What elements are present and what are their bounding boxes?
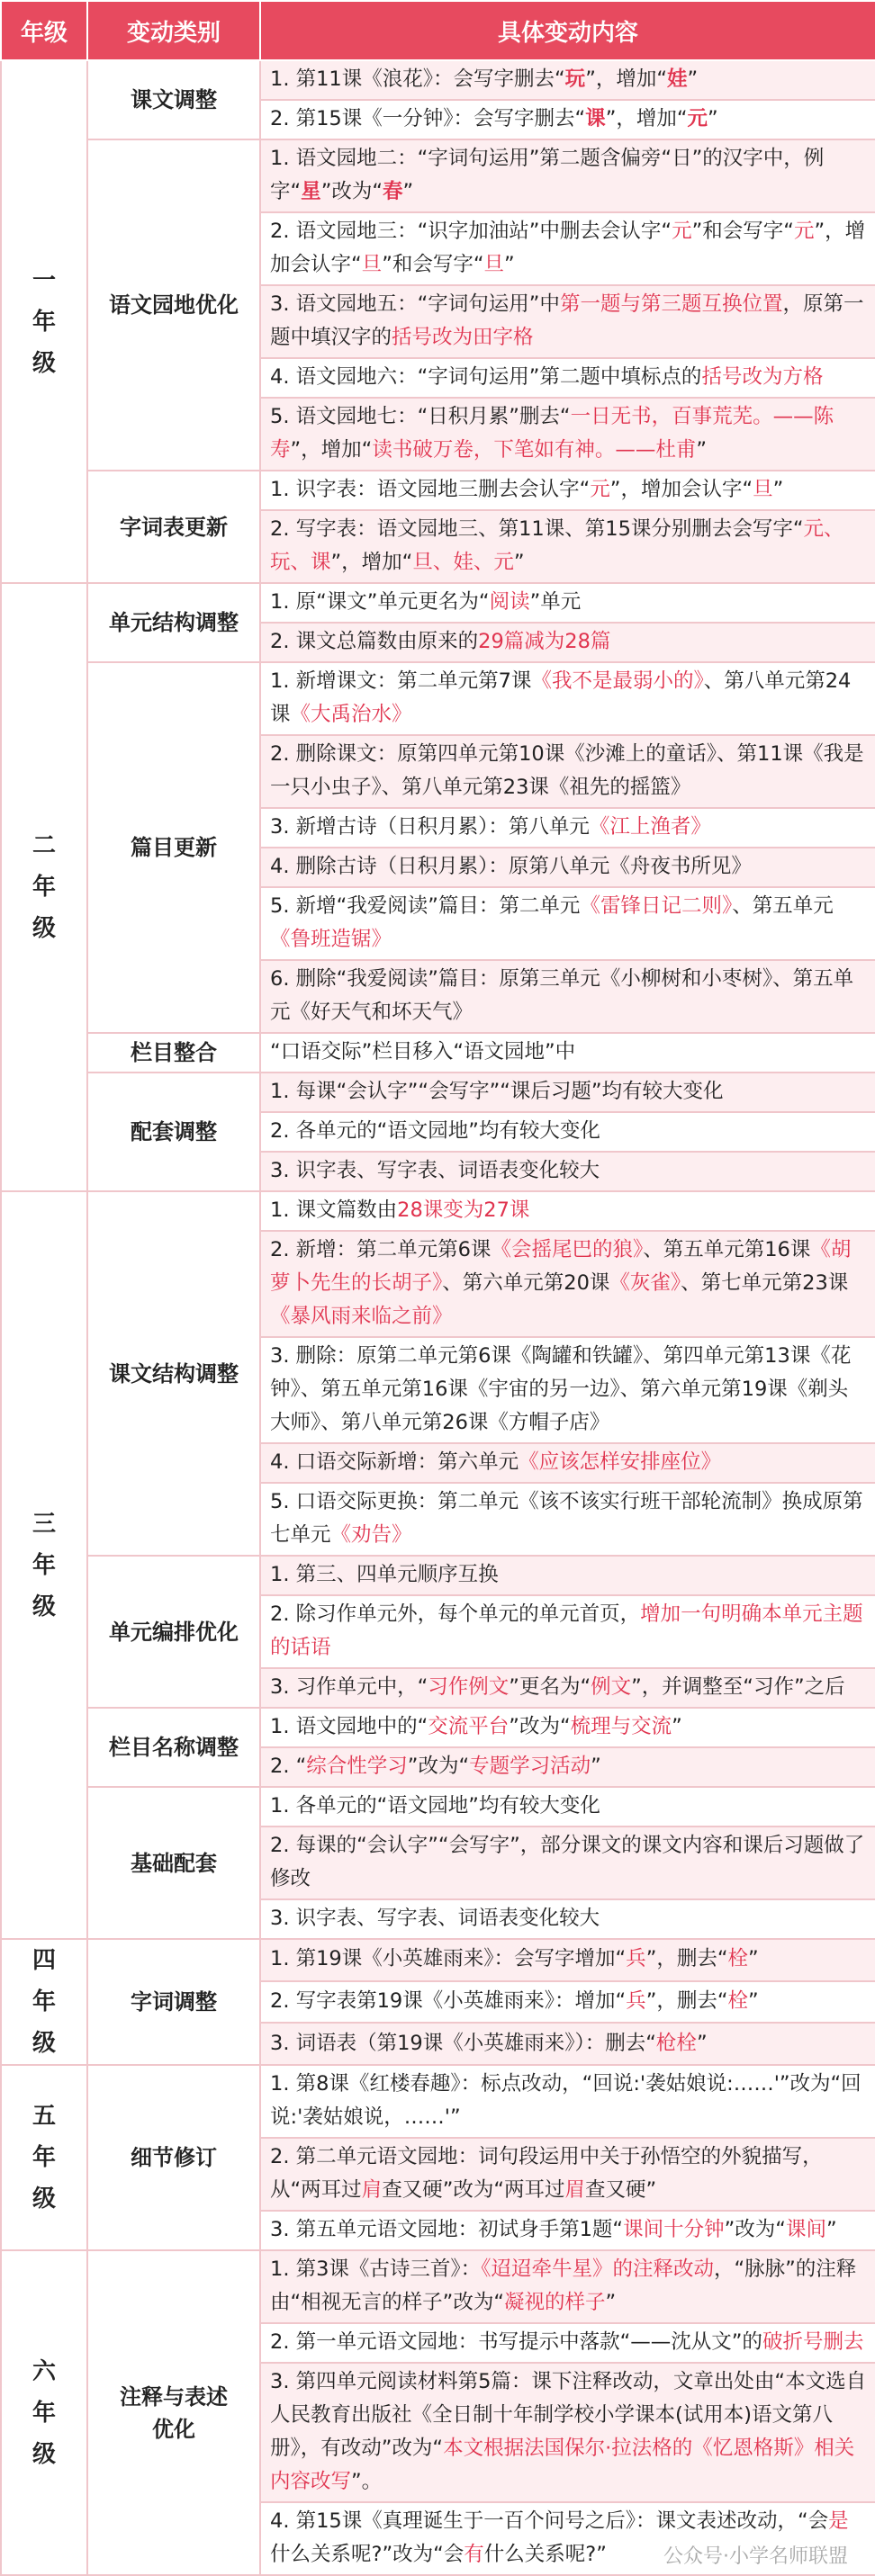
change-item	[260, 1191, 875, 1231]
change-item	[260, 2065, 875, 2138]
highlight-text: 栓	[727, 1947, 749, 1971]
change-item	[260, 1073, 875, 1112]
highlight-text: 专题学习活动	[469, 1755, 591, 1778]
item-text: 4. 语文园地六：“字词句运用”第二题中填标点的	[270, 365, 702, 389]
header-content: 具体变动内容	[260, 1, 875, 60]
change-item	[260, 2323, 875, 2363]
item-text: ”	[748, 1947, 759, 1971]
table-row	[1, 1708, 875, 1747]
grade-cell: 一 年 级	[1, 60, 87, 583]
change-item	[260, 1668, 875, 1708]
table-row	[1, 1939, 875, 1981]
item-text: 2. “	[270, 1755, 307, 1778]
highlight-text: 元	[672, 220, 692, 243]
item-text: 3. 识字表、写字表、词语表变化较大	[270, 1907, 600, 1930]
change-item	[260, 1443, 875, 1483]
highlight-bold-text: 娃	[667, 67, 688, 91]
highlight-text: 旦、娃、元	[412, 551, 514, 574]
item-text: 、第五单元第16课	[643, 1238, 811, 1261]
table-row	[1, 471, 875, 510]
change-item	[260, 808, 875, 848]
highlight-text: 《我不是最弱小的》	[531, 669, 704, 693]
change-item	[260, 1939, 875, 1981]
change-item	[260, 212, 875, 285]
item-text: ”和会写字“	[691, 220, 794, 243]
highlight-bold-text: 春	[383, 180, 403, 203]
category-cell: 篇目更新	[87, 662, 260, 1033]
table-row	[1, 139, 875, 212]
highlight-text: 旦	[753, 478, 773, 501]
item-text: ”单元	[529, 590, 582, 614]
highlight-text: 第一题与第三题互换位置	[559, 292, 783, 316]
header-grade: 年级	[1, 1, 87, 60]
table-row	[1, 1787, 875, 1827]
grade-cell: 二 年 级	[1, 583, 87, 1191]
item-text: ”和会写字“	[382, 253, 484, 276]
highlight-text: 本文根据法国保尔·拉法格的《忆恩格斯》相关内容改写	[270, 2437, 855, 2493]
item-text: ”	[708, 107, 718, 130]
item-text: 4. 第15课《真理诞生于一百个问号之后》：课文表述改动，“会	[270, 2509, 829, 2533]
category-cell: 课文调整	[87, 60, 260, 139]
change-item	[260, 1827, 875, 1899]
change-item	[260, 1981, 875, 2024]
highlight-text: 《雷锋日记二则》	[580, 894, 733, 918]
category-cell: 配套调整	[87, 1073, 260, 1191]
highlight-text: 《鲁班造锯》	[270, 928, 392, 951]
highlight-text: 29篇减为28篇	[478, 630, 611, 653]
item-text: 2. 除习作单元外，每个单元的单元首页，	[270, 1602, 641, 1626]
change-item	[260, 2211, 875, 2250]
item-text: ”。	[351, 2470, 383, 2493]
highlight-text: 《迢迢牵牛星》的注释改动	[481, 2257, 714, 2281]
item-text: 3. 删除：原第二单元第6课《陶罐和铁罐》、第四单元第13课《花钟》、第五单元第16课《宇宙的另一边》、第六单元第19课《剃头大师》、第八单元第26课《方帽子店》	[270, 1344, 852, 1434]
item-text: 、第六单元第20课	[442, 1271, 610, 1295]
highlight-text: 梳理与交流	[570, 1715, 672, 1738]
item-text: ”，增加“	[330, 551, 413, 574]
item-text: ”	[696, 438, 708, 462]
highlight-text: 是	[828, 2509, 849, 2533]
item-text: ”，增加会认字“	[609, 478, 753, 501]
item-text: ”，并调整至“习作”之后	[631, 1675, 845, 1699]
header-category: 变动类别	[87, 1, 260, 60]
table-header-row	[1, 1, 875, 60]
highlight-text: 《应该怎样安排座位》	[519, 1450, 722, 1474]
highlight-text: 栓	[727, 1988, 749, 2013]
watermark: 公众号·小学名师联盟	[663, 2545, 848, 2568]
highlight-bold-text: 元	[687, 107, 708, 130]
category-cell: 语文园地优化	[87, 139, 260, 471]
table-row	[1, 60, 875, 100]
highlight-text: 28课变为27课	[397, 1198, 530, 1222]
item-text: 1. 新增课文：第二单元第7课	[270, 669, 532, 693]
highlight-bold-text: 课	[585, 107, 606, 130]
item-text: ”，增加“	[605, 107, 688, 130]
change-item	[260, 583, 875, 623]
highlight-text: 枪栓	[655, 2031, 697, 2055]
change-item	[260, 1556, 875, 1595]
change-item	[260, 1337, 875, 1443]
category-cell: 栏目名称调整	[87, 1708, 260, 1787]
item-text: 1. 第三、四单元顺序互换	[270, 1563, 499, 1586]
item-text: ”	[687, 67, 699, 91]
item-text: ”改为“	[509, 1715, 571, 1738]
change-item	[260, 1747, 875, 1787]
item-text: 3. 第五单元语文园地：初试身手第1题“	[270, 2218, 624, 2241]
item-text: 5. 新增“我爱阅读”篇目：第二单元	[270, 894, 581, 918]
item-text: ”	[672, 1715, 682, 1738]
change-item	[260, 2138, 875, 2211]
category-cell: 细节修订	[87, 2065, 260, 2250]
highlight-text: 《暴风雨来临之前》	[270, 1305, 453, 1328]
change-item	[260, 2363, 875, 2502]
item-text: 3. 习作单元中，“	[270, 1675, 428, 1699]
item-text: ”改为“	[407, 1755, 470, 1778]
change-item	[260, 2023, 875, 2065]
highlight-text: 习作例文	[428, 1675, 510, 1699]
item-text: 2. 各单元的“语文园地”均有较大变化	[270, 1119, 600, 1143]
highlight-text: 《会摇尾巴的狼》	[491, 1238, 644, 1261]
table-row	[1, 583, 875, 623]
item-text: 查又硬”改为“两耳过	[382, 2178, 565, 2202]
item-text: 3. 词语表（第19课《小英雄雨来》）：删去“	[270, 2031, 656, 2055]
category-cell: 注释与表述 优化	[87, 2250, 260, 2575]
change-item	[260, 1231, 875, 1337]
item-text: “口语交际”栏目移入“语文园地”中	[270, 1040, 576, 1064]
item-text: ”	[513, 551, 525, 574]
highlight-text: 兵	[626, 1947, 646, 1971]
highlight-text: 《灰雀》	[609, 1271, 681, 1295]
change-item	[260, 285, 875, 358]
item-text: 1. 语文园地二：“字词句运用”第二题含偏旁“日”的汉字中，例字“	[270, 147, 825, 203]
highlight-text: 旦	[483, 253, 505, 276]
item-text: 4. 删除古诗（日积月累）：原第八单元《舟夜书所见》	[270, 855, 752, 878]
item-text: 5. 语文园地七：“日积月累”删去“	[270, 405, 571, 428]
table-row	[1, 1191, 875, 1231]
item-text: 2. 第一单元语文园地：书写提示中落款“——沈从文”的	[270, 2330, 762, 2354]
item-text: ”	[772, 478, 784, 501]
grade-cell: 五 年 级	[1, 2065, 87, 2250]
item-text: 1. 第8课《红楼春趣》：标点改动，“回说:'袭姑娘说:……'”改为“回说:'袭姑娘说，……'”	[270, 2072, 861, 2129]
highlight-text: 凝视的样子	[503, 2291, 606, 2314]
grade-cell: 四 年 级	[1, 1939, 87, 2065]
highlight-text: 括号改为田字格	[392, 326, 534, 349]
item-text: ”	[402, 180, 414, 203]
highlight-text: 旦	[361, 253, 383, 276]
category-cell: 单元结构调整	[87, 583, 260, 662]
item-text: 2. 写字表第19课《小英雄雨来》：增加“	[270, 1988, 627, 2013]
change-item	[260, 1483, 875, 1556]
table-row	[1, 1556, 875, 1595]
item-text: ”更名为“	[509, 1675, 591, 1699]
item-text: 1. 语文园地中的“	[270, 1715, 428, 1738]
highlight-text: 《大禹治水》	[290, 703, 412, 726]
item-text: 1. 第19课《小英雄雨来》：会写字增加“	[270, 1947, 627, 1971]
item-text: ”改为“	[724, 2218, 786, 2241]
change-item	[260, 471, 875, 510]
category-cell: 栏目整合	[87, 1033, 260, 1073]
item-text: ”	[591, 1755, 601, 1778]
highlight-bold-text: 玩	[564, 67, 586, 91]
change-item	[260, 848, 875, 887]
highlight-text: 阅读	[489, 590, 530, 614]
item-text: ，原第一题中填汉字的	[270, 292, 864, 349]
item-text: ”	[504, 253, 515, 276]
item-text: 1. 原“课文”单元更名为“	[270, 590, 490, 614]
change-item	[260, 398, 875, 471]
category-cell: 单元编排优化	[87, 1556, 260, 1708]
highlight-text: 元	[793, 220, 815, 243]
change-item	[260, 510, 875, 583]
highlight-text: 《胡萝卜先生的长胡子》	[270, 1238, 852, 1295]
highlight-text: 《劝告》	[330, 1523, 412, 1547]
item-text: ”	[696, 2031, 708, 2055]
item-text: ”，删去“	[645, 1947, 728, 1971]
item-text: 3. 语文园地五：“字词句运用”中	[270, 292, 560, 316]
highlight-text: 元	[590, 478, 610, 501]
highlight-text: 括号改为方格	[701, 365, 824, 389]
item-text: 5. 口语交际更换：第二单元《该不该实行班干部轮流制》换成原第七单元	[270, 1490, 863, 1547]
change-item	[260, 887, 875, 960]
highlight-text: 眉	[564, 2178, 586, 2202]
change-item	[260, 1595, 875, 1668]
item-text: ”改为“	[320, 180, 383, 203]
highlight-text: 元、玩、课	[270, 517, 844, 574]
change-item	[260, 139, 875, 212]
item-text: ”，增加“	[585, 67, 668, 91]
table-row	[1, 2250, 875, 2323]
item-text: 、第五单元	[732, 894, 834, 918]
grade-cell: 三 年 级	[1, 1191, 87, 1939]
highlight-text: 肩	[361, 2178, 383, 2202]
category-cell: 字词表更新	[87, 471, 260, 583]
item-text: 1. 第3课《古诗三首》：	[270, 2257, 482, 2281]
table-body	[1, 60, 875, 2575]
change-item	[260, 1033, 875, 1073]
highlight-text: 增加一句明确本单元主题的话语	[270, 1602, 863, 1659]
item-text: 2. 每课的“会认字”“会写字”，部分课文的课文内容和课后习题做了修改	[270, 1834, 865, 1890]
item-text: ”	[825, 2218, 837, 2241]
item-text: 1. 识字表：语文园地三删去会认字“	[270, 478, 591, 501]
category-cell: 课文结构调整	[87, 1191, 260, 1556]
category-cell: 基础配套	[87, 1787, 260, 1939]
item-text: ”，删去“	[645, 1988, 728, 2013]
item-text: 3. 识字表、写字表、词语表变化较大	[270, 1159, 600, 1182]
change-item	[260, 1899, 875, 1939]
item-text: ”，增加“	[290, 438, 373, 462]
change-item	[260, 60, 875, 100]
item-text: 6. 删除“我爱阅读”篇目：原第三单元《小柳树和小枣树》、第五单元《好天气和坏天气》	[270, 967, 854, 1024]
highlight-text: 兵	[626, 1988, 646, 2013]
change-item	[260, 2250, 875, 2323]
highlight-text: 综合性学习	[306, 1755, 408, 1778]
table-row	[1, 662, 875, 735]
highlight-text: 读书破万卷，下笔如有神。——杜甫	[372, 438, 697, 462]
item-text: 1. 第11课《浪花》：会写字删去“	[270, 67, 565, 91]
category-cell: 字词调整	[87, 1939, 260, 2065]
change-item	[260, 1112, 875, 1152]
item-text: 2. 语文园地三：“识字加油站”中删去会认字“	[270, 220, 672, 243]
highlight-text: 《江上渔者》	[589, 815, 711, 839]
change-item	[260, 1152, 875, 1191]
item-text: 1. 课文篇数由	[270, 1198, 398, 1222]
change-item	[260, 735, 875, 808]
highlight-text: 课间十分钟	[623, 2218, 725, 2241]
highlight-text: 一日无书，百事荒芜。——陈寿	[270, 405, 834, 462]
change-item	[260, 100, 875, 139]
highlight-bold-text: 星	[301, 180, 321, 203]
change-item	[260, 358, 875, 398]
item-text: 1. 每课“会认字”“会写字”“课后习题”均有较大变化	[270, 1080, 724, 1103]
highlight-text: 例文	[591, 1675, 632, 1699]
item-text: 2. 新增：第二单元第6课	[270, 1238, 492, 1261]
item-text: ”	[748, 1988, 759, 2013]
item-text: 1. 各单元的“语文园地”均有较大变化	[270, 1794, 600, 1818]
item-text: 2. 删除课文：原第四单元第10课《沙滩上的童话》、第11课《我是一只小虫子》、第八单元第23课《祖先的摇篮》	[270, 742, 864, 799]
change-item	[260, 960, 875, 1033]
item-text: 什么关系呢?”	[483, 2543, 607, 2566]
item-text: 、第八单元第24课	[270, 669, 852, 726]
item-text: 2. 第二单元语文园地：词句段运用中关于孙悟空的外貌描写，从“两耳过	[270, 2145, 823, 2202]
item-text: 什么关系呢?”改为“会	[270, 2543, 465, 2566]
item-text: 查又硬”	[585, 2178, 657, 2202]
change-item	[260, 623, 875, 662]
highlight-text: 交流平台	[428, 1715, 510, 1738]
table-row	[1, 1033, 875, 1073]
change-item	[260, 662, 875, 735]
item-text: ”	[605, 2291, 617, 2314]
highlight-text: 有	[464, 2543, 484, 2566]
item-text: ”，增加会认字“	[270, 220, 866, 276]
item-text: 3. 新增古诗（日积月累）：第八单元	[270, 815, 590, 839]
item-text: 、第七单元第23课	[681, 1271, 849, 1295]
item-text: 2. 第15课《一分钟》：会写字删去“	[270, 107, 586, 130]
change-item	[260, 1708, 875, 1747]
change-item	[260, 1787, 875, 1827]
grade-cell: 六 年 级	[1, 2250, 87, 2575]
item-text: 2. 课文总篇数由原来的	[270, 630, 479, 653]
highlight-text: 破折号删去	[762, 2330, 864, 2354]
item-text: 4. 口语交际新增：第六单元	[270, 1450, 519, 1474]
table-row	[1, 2065, 875, 2138]
item-text: ，“脉脉”的注释由“相视无言的样子”改为“	[270, 2257, 857, 2314]
item-text: 3. 第四单元阅读材料第5篇：课下注释改动，文章出处由“本文选自人民教育出版社《全日制十年制学校小学课本(试用本)语文第八册》，有改动”改为“	[270, 2370, 867, 2460]
highlight-text: 课间	[785, 2218, 826, 2241]
item-text: 2. 写字表：语文园地三、第11课、第15课分别删去会写字“	[270, 517, 804, 541]
table-row	[1, 1073, 875, 1112]
